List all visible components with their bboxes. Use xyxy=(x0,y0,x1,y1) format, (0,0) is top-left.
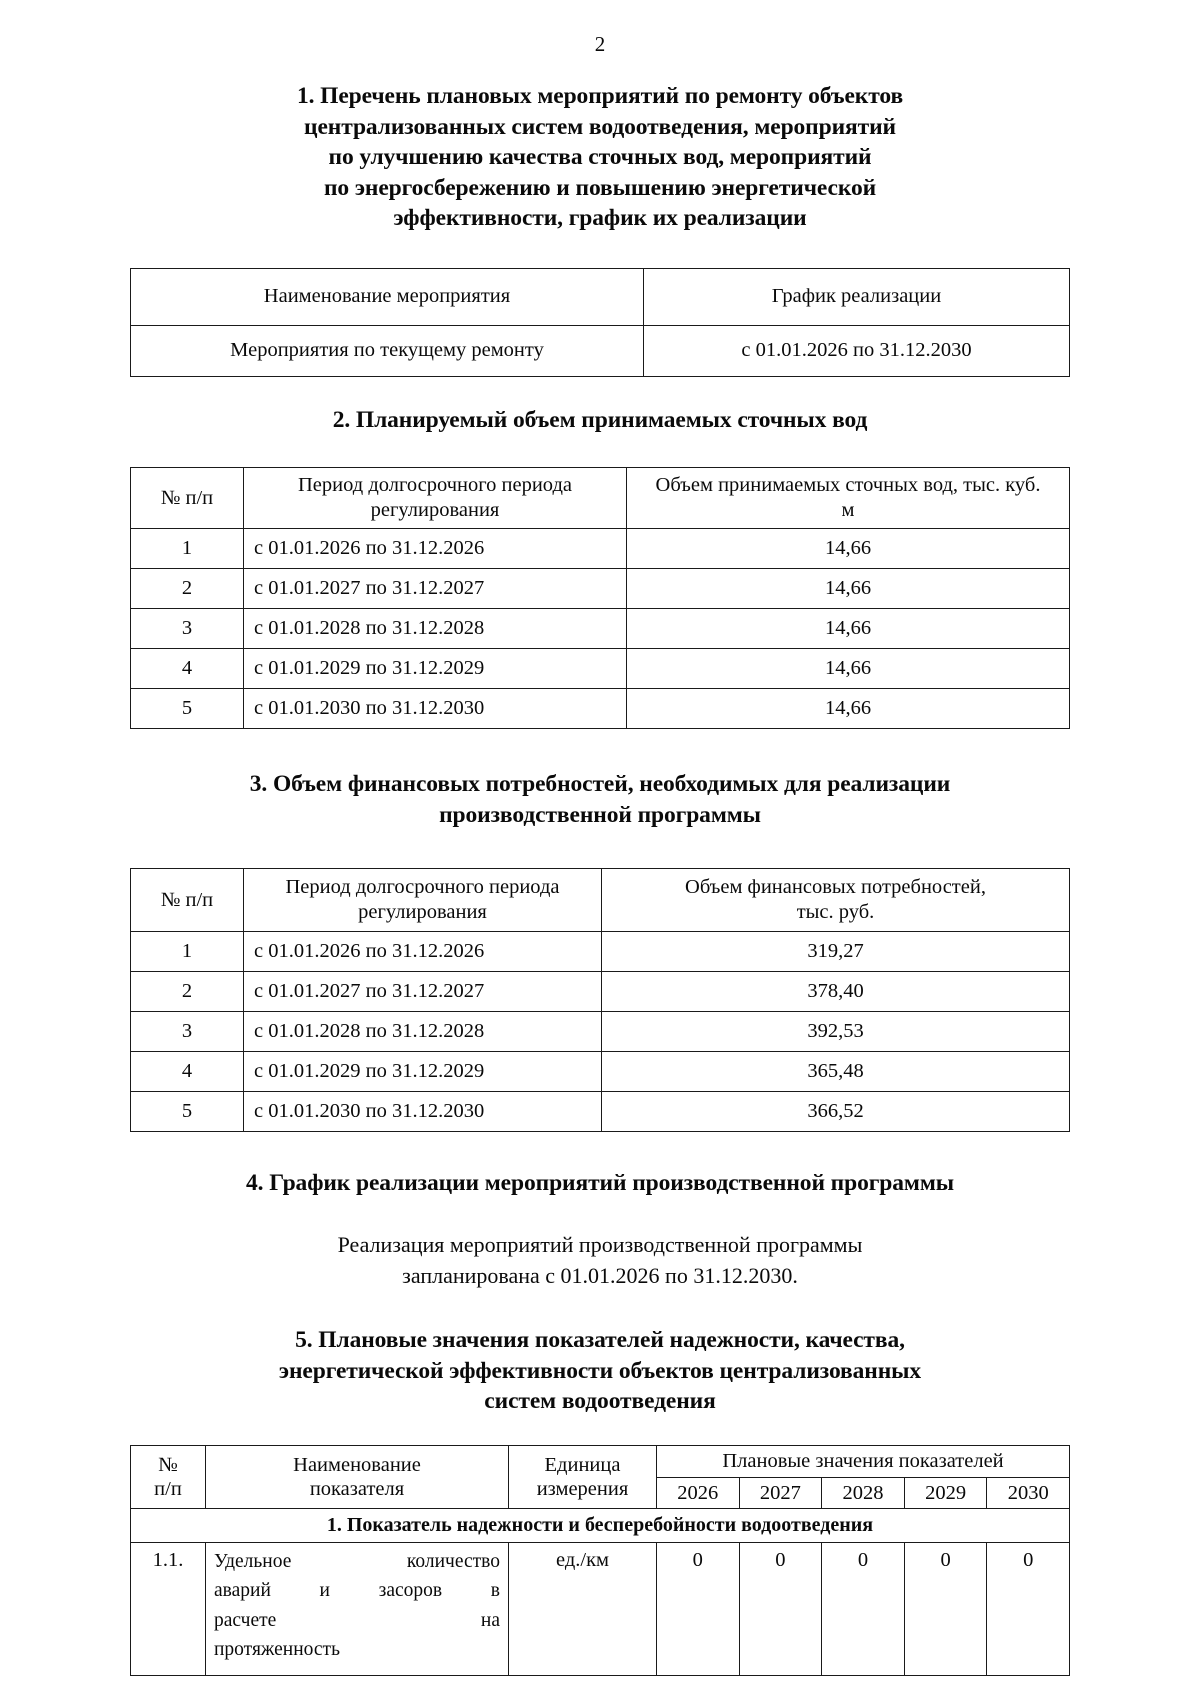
column-header-year-2027: 2027 xyxy=(739,1477,822,1509)
header-line-2: измерения xyxy=(536,1478,629,1501)
heading-line: централизованных систем водоотведения, мероприятий xyxy=(304,113,896,140)
heading-line: энергетической эффективности объектов централизованных xyxy=(278,1357,922,1384)
header-line-1: № xyxy=(158,1453,178,1476)
page-number: 2 xyxy=(594,32,606,56)
cell-number: 3 xyxy=(131,1012,244,1052)
cell-period: с 01.01.2030 по 31.12.2030 xyxy=(244,1092,602,1132)
table-group-band-row xyxy=(131,1509,1070,1542)
table-row xyxy=(131,529,1070,569)
financial-needs-table xyxy=(130,868,1070,1132)
header-line-1: Объем финансовых потребностей, xyxy=(685,876,986,899)
cell-amount: 378,40 xyxy=(602,972,1070,1012)
cell-volume: 14,66 xyxy=(627,569,1070,609)
column-header-schedule: График реализации xyxy=(644,268,1070,325)
cell-period: с 01.01.2027 по 31.12.2027 xyxy=(244,569,627,609)
cell-activity-name: Мероприятия по текущему ремонту xyxy=(131,325,644,376)
table-row xyxy=(131,609,1070,649)
header-line-1: Единица xyxy=(544,1453,621,1476)
cell-period: с 01.01.2026 по 31.12.2026 xyxy=(244,529,627,569)
header-line-2: регулирования xyxy=(358,901,487,924)
cell-volume: 14,66 xyxy=(627,529,1070,569)
cell-volume: 14,66 xyxy=(627,609,1070,649)
heading-line: 1. Перечень плановых мероприятий по ремонту объектов xyxy=(296,83,904,109)
section-3-heading xyxy=(60,769,1140,830)
header-line-2: тыс. руб. xyxy=(796,901,875,924)
column-header-indicator-name xyxy=(206,1446,509,1509)
header-line-2: п/п xyxy=(154,1478,182,1501)
cell-value-2027: 0 xyxy=(739,1542,822,1676)
planned-indicators-table xyxy=(130,1445,1070,1676)
column-header-number: № п/п xyxy=(131,869,244,932)
cell-period: с 01.01.2029 по 31.12.2029 xyxy=(244,1052,602,1092)
cell-value-2029: 0 xyxy=(904,1542,987,1676)
cell-amount: 366,52 xyxy=(602,1092,1070,1132)
section-4-paragraph xyxy=(60,1229,1140,1291)
table-header-row xyxy=(131,468,1070,529)
column-header-unit xyxy=(509,1446,657,1509)
table-header-row xyxy=(131,869,1070,932)
header-line-1: Наименование xyxy=(293,1453,421,1476)
cell-number: 5 xyxy=(131,689,244,729)
cell-amount: 365,48 xyxy=(602,1052,1070,1092)
heading-line: 5. Плановые значения показателей надежности, качества, xyxy=(295,1327,905,1354)
column-header-year-2030: 2030 xyxy=(987,1477,1070,1509)
section-1-heading xyxy=(60,81,1140,234)
table-row xyxy=(131,972,1070,1012)
cell-number: 3 xyxy=(131,609,244,649)
table-row xyxy=(131,649,1070,689)
column-header-activity-name: Наименование мероприятия xyxy=(131,268,644,325)
table-row xyxy=(131,1092,1070,1132)
paragraph-line: Реализация мероприятий производственной программы xyxy=(337,1231,863,1257)
column-header-year-2026: 2026 xyxy=(657,1477,740,1509)
cell-value-2030: 0 xyxy=(987,1542,1070,1676)
cell-period: с 01.01.2030 по 31.12.2030 xyxy=(244,689,627,729)
table-row xyxy=(131,689,1070,729)
heading-line: по энергосбережению и повышению энергетической xyxy=(323,174,877,201)
column-header-period xyxy=(244,468,627,529)
cell-period: с 01.01.2026 по 31.12.2026 xyxy=(244,932,602,972)
column-header-volume xyxy=(627,468,1070,529)
cell-number: 1 xyxy=(131,529,244,569)
cell-amount: 392,53 xyxy=(602,1012,1070,1052)
heading-line: по улучшению качества сточных вод, мероприятий xyxy=(328,144,872,171)
header-line-2: регулирования xyxy=(370,499,500,522)
heading-line: производственной программы xyxy=(439,801,761,828)
header-line-1: Объем принимаемых сточных вод, тыс. куб. xyxy=(655,474,1041,497)
cell-amount: 319,27 xyxy=(602,932,1070,972)
column-header-number xyxy=(131,1446,206,1509)
cell-number: 2 xyxy=(131,569,244,609)
cell-unit: ед./км xyxy=(509,1542,657,1676)
wastewater-volume-table xyxy=(130,467,1070,729)
indicator-line: Удельное количество xyxy=(214,1550,500,1572)
cell-value-2028: 0 xyxy=(822,1542,905,1676)
heading-line: 3. Объем финансовых потребностей, необходимых для реализации xyxy=(249,771,951,798)
table-row xyxy=(131,1542,1070,1676)
column-header-amount xyxy=(602,869,1070,932)
cell-number: 5 xyxy=(131,1092,244,1132)
indicator-line: расчете на xyxy=(214,1609,500,1631)
repair-activities-table xyxy=(130,268,1070,377)
table-header-row xyxy=(131,268,1070,325)
cell-index: 1.1. xyxy=(131,1542,206,1676)
column-header-number: № п/п xyxy=(131,468,244,529)
header-line-1: Период долгосрочного периода xyxy=(285,876,560,899)
group-band-reliability: 1. Показатель надежности и бесперебойности водоотведения xyxy=(131,1509,1070,1542)
section-4-heading xyxy=(60,1168,1140,1199)
cell-period: с 01.01.2027 по 31.12.2027 xyxy=(244,972,602,1012)
cell-value-2026: 0 xyxy=(657,1542,740,1676)
cell-number: 1 xyxy=(131,932,244,972)
cell-number: 2 xyxy=(131,972,244,1012)
paragraph-line: запланирована с 01.01.2026 по 31.12.2030. xyxy=(402,1263,798,1289)
cell-indicator-name xyxy=(206,1542,509,1676)
column-header-period xyxy=(244,869,602,932)
table-header-row-1 xyxy=(131,1446,1070,1478)
cell-number: 4 xyxy=(131,649,244,689)
cell-period: с 01.01.2028 по 31.12.2028 xyxy=(244,609,627,649)
table-row xyxy=(131,1052,1070,1092)
heading-line: 4. График реализации мероприятий производственной программы xyxy=(246,1170,954,1197)
indicator-line: протяженность xyxy=(214,1639,340,1661)
header-line-1: Период долгосрочного периода xyxy=(298,474,572,497)
cell-number: 4 xyxy=(131,1052,244,1092)
header-line-2: показателя xyxy=(309,1478,405,1501)
heading-line: систем водоотведения xyxy=(484,1388,716,1415)
column-header-planned-values-group: Плановые значения показателей xyxy=(657,1446,1070,1478)
table-row xyxy=(131,1012,1070,1052)
heading-line: 2. Планируемый объем принимаемых сточных вод xyxy=(332,406,868,433)
column-header-year-2029: 2029 xyxy=(904,1477,987,1509)
table-row xyxy=(131,569,1070,609)
cell-period: с 01.01.2029 по 31.12.2029 xyxy=(244,649,627,689)
section-5-heading xyxy=(60,1325,1140,1417)
indicator-line: аварий и засоров в xyxy=(214,1580,500,1602)
header-line-2: м xyxy=(841,499,855,522)
column-header-year-2028: 2028 xyxy=(822,1477,905,1509)
table-row xyxy=(131,932,1070,972)
table-row xyxy=(131,325,1070,376)
heading-line: эффективности, график их реализации xyxy=(393,205,807,232)
cell-volume: 14,66 xyxy=(627,689,1070,729)
cell-period: с 01.01.2028 по 31.12.2028 xyxy=(244,1012,602,1052)
cell-volume: 14,66 xyxy=(627,649,1070,689)
section-2-heading xyxy=(60,405,1140,436)
cell-schedule: с 01.01.2026 по 31.12.2030 xyxy=(644,325,1070,376)
